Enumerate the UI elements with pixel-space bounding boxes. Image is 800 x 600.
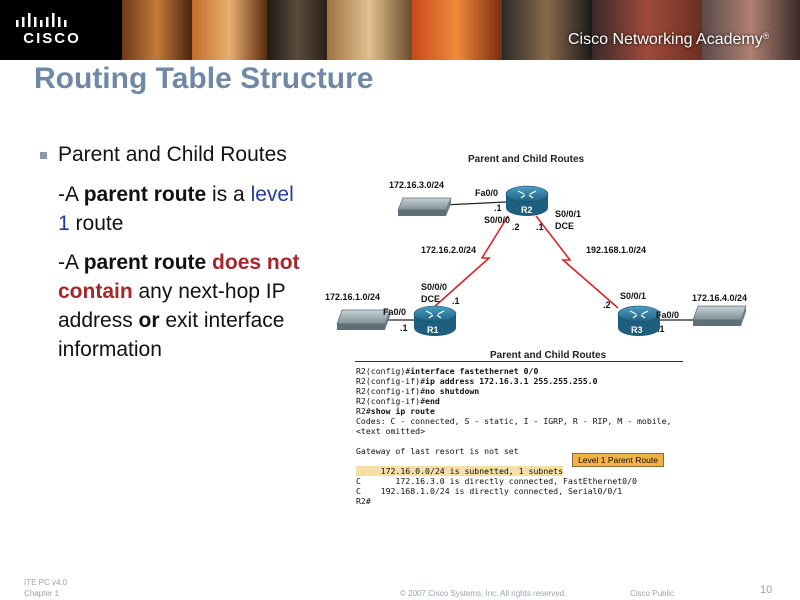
cli-line bbox=[356, 436, 682, 446]
network-label: 192.168.1.0/24 bbox=[586, 245, 647, 255]
cli-prompt: R2# bbox=[356, 406, 371, 416]
footer-copyright: © 2007 Cisco Systems, Inc. All rights reserved. bbox=[400, 589, 567, 598]
dce-label: DCE bbox=[421, 294, 441, 304]
cli-prompt: R2# bbox=[356, 496, 371, 506]
slide-body bbox=[38, 140, 308, 364]
cli-command: end bbox=[425, 396, 440, 406]
network-diagram bbox=[318, 148, 798, 348]
cli-prompt: Codes: C - connected, S - static, I - IGRP, R - RIP, M - mobile, bbox=[356, 416, 672, 426]
text-run: exit interface information bbox=[58, 309, 285, 361]
cli-prompt: R2(config)# bbox=[356, 366, 411, 376]
cli-prompt: R2(config-if)# bbox=[356, 396, 426, 406]
cli-command: show ip route bbox=[370, 406, 435, 416]
dce-label: DCE bbox=[555, 221, 575, 231]
interface-address: .1 bbox=[452, 296, 460, 306]
terminal-divider bbox=[355, 361, 683, 362]
bullet-text: Parent and Child Routes bbox=[58, 143, 287, 166]
network-label: 172.16.2.0/24 bbox=[421, 245, 477, 255]
text-run: or bbox=[138, 309, 160, 332]
text-run: is a bbox=[206, 183, 251, 206]
cli-line bbox=[356, 426, 682, 436]
cli-output bbox=[356, 366, 682, 506]
cli-line bbox=[356, 376, 682, 386]
cli-line bbox=[356, 386, 682, 396]
student-photo bbox=[267, 0, 327, 60]
bullet-item bbox=[38, 140, 308, 170]
cisco-wordmark: CISCO bbox=[23, 30, 81, 47]
router-label: R1 bbox=[427, 325, 439, 335]
cli-command: no shutdown bbox=[425, 386, 480, 396]
cli-line bbox=[356, 476, 682, 486]
cli-prompt: Gateway of last resort is not set bbox=[356, 446, 519, 456]
switch-icon bbox=[693, 306, 746, 326]
parent-route-highlight: 172.16.0.0/24 is subnetted, 1 subnets bbox=[356, 466, 564, 476]
interface-label: Fa0/0 bbox=[656, 310, 680, 320]
cli-prompt: R2(config-if)# bbox=[356, 376, 426, 386]
network-label: 172.16.1.0/24 bbox=[325, 292, 381, 302]
cli-line bbox=[356, 496, 682, 506]
cli-line bbox=[356, 466, 682, 476]
text-run: parent route bbox=[83, 251, 207, 274]
cli-line bbox=[356, 486, 682, 496]
footer-course: ITE PC v4.0 bbox=[24, 578, 68, 587]
text-run: -A bbox=[58, 251, 84, 274]
topology-drawing bbox=[318, 148, 798, 348]
academy-wordmark: Cisco Networking Academy® bbox=[568, 31, 770, 48]
cli-line bbox=[356, 366, 682, 376]
cli-command: ip address 172.16.3.1 255.255.255.0 bbox=[425, 376, 598, 386]
serial-links bbox=[433, 216, 618, 308]
terminal-title: Parent and Child Routes bbox=[490, 350, 607, 361]
student-photo bbox=[412, 0, 502, 60]
interface-label: Fa0/0 bbox=[383, 307, 407, 317]
slide-title: Routing Table Structure bbox=[34, 62, 374, 95]
cli-line bbox=[356, 416, 682, 426]
student-photo bbox=[122, 0, 192, 60]
text-run: parent route bbox=[83, 183, 207, 206]
text-run: any next-hop IP address bbox=[58, 280, 286, 332]
text-run: -A bbox=[58, 183, 84, 206]
student-photo bbox=[192, 0, 267, 60]
interface-label: S0/0/1 bbox=[555, 209, 582, 219]
student-photo bbox=[702, 0, 800, 60]
text-run: does not contain bbox=[58, 251, 300, 303]
network-label: 172.16.3.0/24 bbox=[389, 180, 445, 190]
student-photo bbox=[327, 0, 412, 60]
sub-point-level bbox=[38, 180, 308, 238]
page-number: 10 bbox=[760, 584, 773, 596]
text-run: route bbox=[69, 212, 124, 235]
sub-point-contents bbox=[38, 248, 308, 364]
cli-line bbox=[356, 396, 682, 406]
interface-address: .1 bbox=[657, 324, 665, 334]
cli-prompt: C 192.168.1.0/24 is directly connected, Serial0/0/1 bbox=[356, 486, 623, 496]
bullet-square-icon bbox=[40, 152, 47, 159]
switch-icon bbox=[398, 198, 451, 216]
student-photo bbox=[502, 0, 592, 60]
cli-prompt: <text omitted> bbox=[356, 426, 426, 436]
level1-parent-callout: Level 1 Parent Route bbox=[572, 453, 664, 467]
student-photo bbox=[592, 0, 702, 60]
interface-address: .1 bbox=[494, 203, 502, 213]
footer-classification: Cisco Public bbox=[630, 589, 675, 598]
cli-command: interface fastethernet 0/0 bbox=[410, 366, 539, 376]
photo-strip bbox=[122, 0, 800, 60]
interface-address: .2 bbox=[603, 300, 611, 310]
router-label: R2 bbox=[521, 205, 533, 215]
text-run: level 1 bbox=[58, 183, 294, 235]
diagram-title: Parent and Child Routes bbox=[468, 154, 585, 165]
interface-address: .2 bbox=[512, 222, 520, 232]
cisco-logo bbox=[0, 0, 122, 60]
cli-prompt: C 172.16.3.0 is directly connected, FastEthernet0/0 bbox=[356, 476, 637, 486]
network-label: 172.16.4.0/24 bbox=[692, 293, 748, 303]
cli-prompt: R2(config-if)# bbox=[356, 386, 426, 396]
interface-label: Fa0/0 bbox=[475, 188, 499, 198]
interface-label: S0/0/0 bbox=[421, 282, 448, 292]
cli-line bbox=[356, 406, 682, 416]
interface-label: S0/0/1 bbox=[620, 291, 647, 301]
header-banner bbox=[0, 0, 800, 60]
footer-chapter: Chapter 1 bbox=[24, 589, 60, 598]
interface-address: .1 bbox=[536, 222, 544, 232]
interface-label: S0/0/0 bbox=[484, 215, 511, 225]
router-label: R3 bbox=[631, 325, 643, 335]
interface-address: .1 bbox=[400, 323, 408, 333]
